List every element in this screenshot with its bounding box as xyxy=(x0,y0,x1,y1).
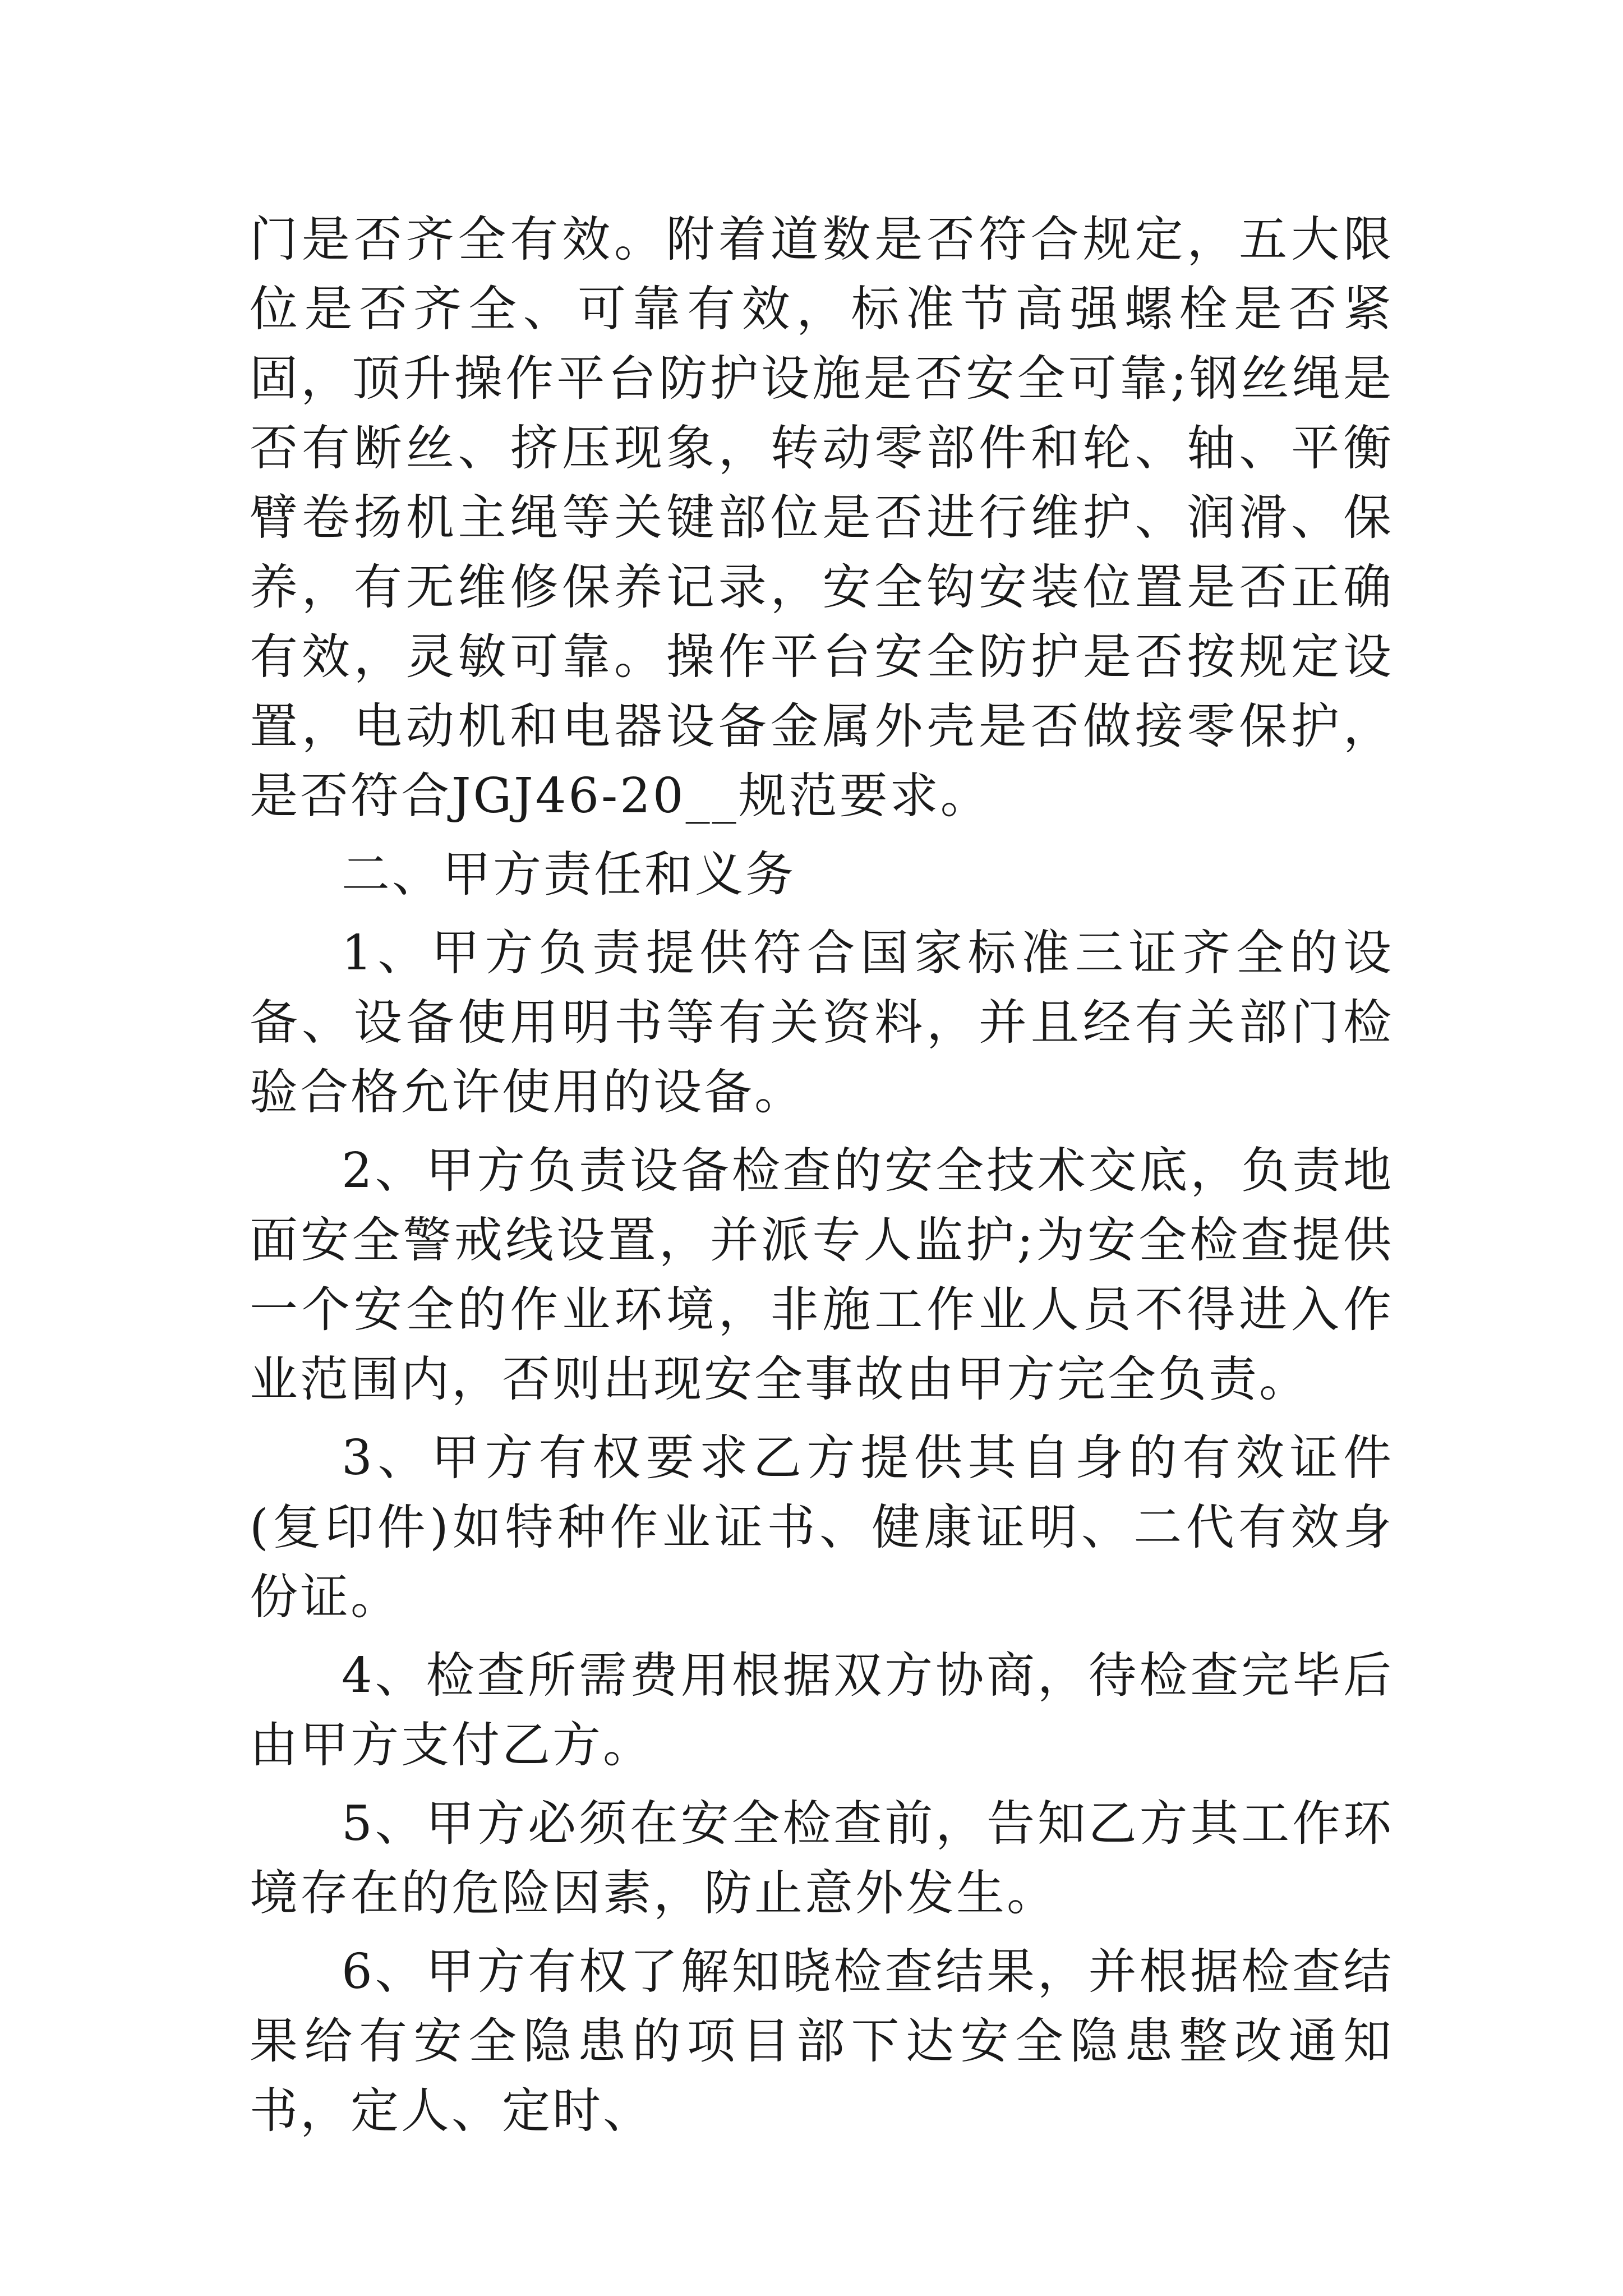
paragraph-item-6: 6、甲方有权了解知晓检查结果，并根据检查结果给有安全隐患的项目部下达安全隐患整改通知书，定人、定时、 xyxy=(250,1944,1394,2139)
section-heading: 二、甲方责任和义务 xyxy=(342,846,796,903)
paragraph-item-5: 5、甲方必须在安全检查前，告知乙方其工作环境存在的危险因素，防止意外发生。 xyxy=(250,1796,1394,1921)
paragraph-continuation: 门是否齐全有效。附着道数是否符合规定，五大限位是否齐全、可靠有效，标准节高强螺栓是否紧固，顶升操作平台防护设施是否安全可靠;钢丝绳是否有断丝、挤压现象，转动零部件和轮、轴、平衡臂卷扬机主绳等关键部位是否进行维护、润滑、保养，有无维修保养记录，安全钩安装位置是否正确有效，灵敏可靠。操作平台安全防护是否按规定设置，电动机和电器设备金属外壳是否做接零保护，是否符合JGJ46-20__规范要求。 xyxy=(250,211,1394,824)
paragraph-item-1: 1、甲方负责提供符合国家标准三证齐全的设备、设备使用明书等有关资料，并且经有关部门检验合格允许使用的设备。 xyxy=(250,925,1394,1120)
paragraph-item-2: 2、甲方负责设备检查的安全技术交底，负责地面安全警戒线设置，并派专人监护;为安全检查提供一个安全的作业环境，非施工作业人员不得进入作业范围内，否则出现安全事故由甲方完全负责。 xyxy=(250,1143,1394,1407)
paragraph-item-3: 3、甲方有权要求乙方提供其自身的有效证件(复印件)如特种作业证书、健康证明、二代有效身份证。 xyxy=(250,1430,1394,1625)
document-body xyxy=(250,205,1394,2155)
paragraph-item-4: 4、检查所需费用根据双方协商，待检查完毕后由甲方支付乙方。 xyxy=(250,1648,1394,1773)
